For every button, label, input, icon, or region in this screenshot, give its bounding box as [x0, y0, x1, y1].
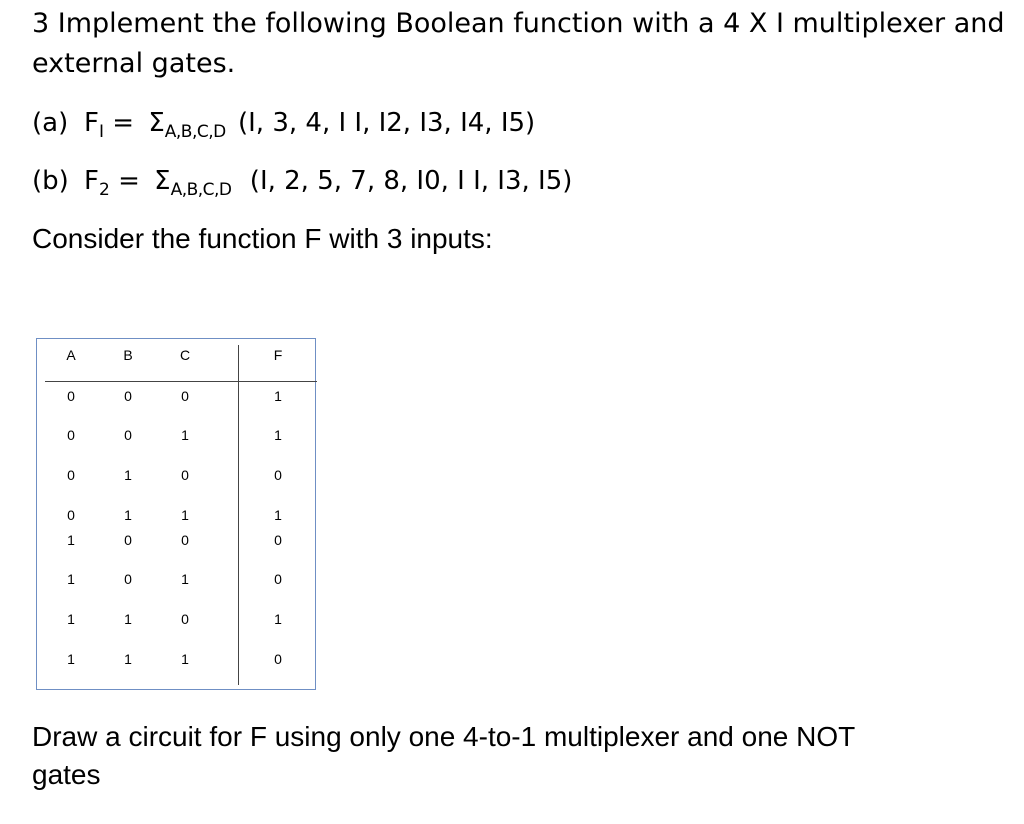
- instruction-line-2: gates: [32, 759, 101, 790]
- truth-table-cell-f: 1: [274, 507, 282, 523]
- truth-table-cell-a: 1: [67, 532, 75, 548]
- truth-table-header-c: C: [179, 347, 191, 363]
- truth-table-cell-f: 1: [274, 427, 282, 443]
- truth-table-cell-f: 0: [274, 571, 282, 587]
- truth-table-cell-a: 0: [67, 507, 75, 523]
- truth-table-cell-f: 0: [274, 651, 282, 667]
- part-b-equals-sign: =: [118, 166, 140, 196]
- truth-table-cell-b: 0: [124, 427, 132, 443]
- truth-table-cell-c: 1: [181, 427, 189, 443]
- question-heading-line-1: 3 Implement the following Boolean function with a 4 X I multiplexer and: [32, 8, 1005, 39]
- truth-table-cell-b: 1: [124, 651, 132, 667]
- truth-table-cell-f: 1: [274, 611, 282, 627]
- truth-table-cell-b: 1: [124, 467, 132, 483]
- part-a-sum-variables: A,B,C,D: [164, 122, 226, 142]
- part-b-sum-variables: A,B,C,D: [170, 180, 232, 200]
- truth-table-cell-a: 1: [67, 651, 75, 667]
- truth-table-cell-a: 1: [67, 611, 75, 627]
- part-b-function-subscript: 2: [98, 180, 110, 200]
- truth-table-header-a: A: [66, 347, 76, 363]
- truth-table-cell-f: 0: [274, 467, 282, 483]
- part-a-equals-sign: =: [112, 108, 135, 138]
- equation-part-b: [32, 164, 572, 201]
- part-a-label: (a): [32, 108, 69, 138]
- truth-table-cell-c: 1: [181, 571, 189, 587]
- part-a-function-subscript: I: [98, 122, 104, 142]
- truth-table-cell-b: 1: [124, 611, 132, 627]
- truth-table-cell-f: 0: [274, 532, 282, 548]
- part-b-minterms: (I, 2, 5, 7, 8, I0, I I, I3, I5): [249, 166, 573, 196]
- part-a-minterms: (I, 3, 4, I I, I2, I3, I4, I5): [237, 108, 536, 138]
- truth-table-cell-c: 0: [181, 388, 189, 404]
- truth-table-header-rule: [45, 381, 317, 382]
- truth-table-output-divider: [238, 345, 239, 685]
- question-heading-line-2: external gates.: [32, 48, 236, 79]
- part-b-sigma-symbol: Σ: [154, 166, 171, 196]
- part-a-sigma-symbol: Σ: [148, 108, 165, 138]
- consider-statement: Consider the function F with 3 inputs:: [32, 223, 493, 254]
- part-a-function-name: F: [84, 108, 99, 138]
- truth-table-header-f: F: [273, 347, 283, 363]
- truth-table-cell-b: 1: [124, 507, 132, 523]
- truth-table-cell-b: 0: [124, 388, 132, 404]
- truth-table-cell-c: 0: [181, 611, 189, 627]
- truth-table-cell-b: 0: [124, 571, 132, 587]
- truth-table-cell-b: 0: [124, 532, 132, 548]
- part-b-function-name: F: [84, 166, 99, 196]
- truth-table-cell-c: 0: [181, 467, 189, 483]
- truth-table-cell-c: 1: [181, 507, 189, 523]
- truth-table-cell-a: 1: [67, 571, 75, 587]
- truth-table-header-b: B: [123, 347, 133, 363]
- truth-table-cell-c: 1: [181, 651, 189, 667]
- truth-table-cell-f: 1: [274, 388, 282, 404]
- truth-table: [36, 338, 316, 690]
- truth-table-cell-a: 0: [67, 467, 75, 483]
- equation-part-a: [32, 106, 535, 143]
- truth-table-cell-c: 0: [181, 532, 189, 548]
- part-b-label: (b): [32, 166, 69, 196]
- truth-table-cell-a: 0: [67, 388, 75, 404]
- truth-table-cell-a: 0: [67, 427, 75, 443]
- instruction-line-1: Draw a circuit for F using only one 4-to-1 multiplexer and one NOT: [32, 721, 856, 752]
